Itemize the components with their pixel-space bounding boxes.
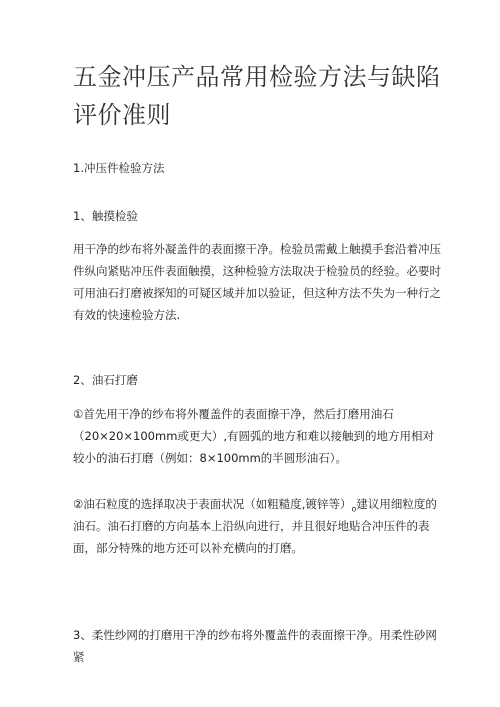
- oilstone-step-2-part-a: ②油石粒度的选择取决于表面状况（如粗糙度,镀锌等）: [73, 497, 352, 511]
- paragraph-touch-inspection: 用干净的纱布将外凝盖件的表面擦干净。检验员需戴上触摸手套沿着冲压件纵向紧贴冲压件表面触摸，这种检验方法取决于检验员的经验。必要时可用油石打磨被探知的可疑区域并加以验证，但这种方法不失为一种行之有效的快速检验方法.: [73, 242, 441, 322]
- oilstone-step-2-mark: o: [351, 504, 357, 514]
- subheading-oilstone-grinding: 2、油石打磨: [73, 373, 138, 387]
- oilstone-step-2-part-b: 建议用细粒度的油石。油石打磨的方向基本上沿纵向进行，并且很好地贴合冲压件的表面，部分特殊的地方还可以补充横向的打磨。: [73, 497, 437, 555]
- subheading-touch-inspection: 1、触摸检验: [73, 209, 138, 223]
- paragraph-oilstone-step-2: [73, 493, 445, 559]
- paragraph-flexible-mesh: 3、柔性纱网的打磨用干净的纱布将外覆盖件的表面擦干净。用柔性砂网紧: [73, 628, 437, 664]
- section-heading-inspection-methods: 1.冲压件检验方法: [73, 161, 165, 175]
- paragraph-oilstone-step-1: ①首先用干净的纱布将外覆盖件的表面擦干净，然后打磨用油石（20×20×100mm或更大）,有圆弧的地方和难以接触到的地方用相对较小的油石打磨（例如：8×100mm的半圆形油石）。: [73, 407, 435, 465]
- document-title: 五金冲压产品常用检验方法与缺陷评价准则: [73, 63, 441, 129]
